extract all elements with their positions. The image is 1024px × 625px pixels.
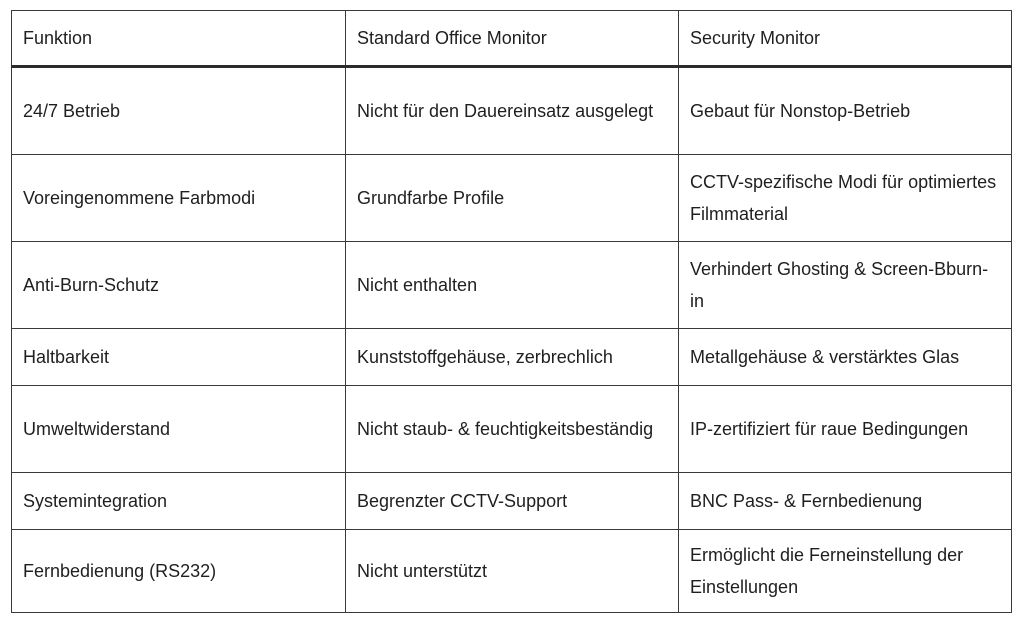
- row-security-cell: CCTV-spezifische Modi für optimiertes Filmmaterial: [679, 155, 1012, 242]
- row-feature-cell: Fernbedienung (RS232): [12, 530, 346, 613]
- comparison-table-container: [11, 10, 1011, 613]
- row-office-cell: Kunststoffgehäuse, zerbrechlich: [346, 329, 679, 386]
- table-header-row: [12, 11, 1012, 67]
- header-cell-standard-office-monitor: Standard Office Monitor: [346, 11, 679, 67]
- row-office-cell: Nicht für den Dauereinsatz ausgelegt: [346, 67, 679, 155]
- table-row: [12, 386, 1012, 473]
- row-feature-cell: Systemintegration: [12, 473, 346, 530]
- row-feature-cell: Voreingenommene Farbmodi: [12, 155, 346, 242]
- table-row: [12, 329, 1012, 386]
- row-security-cell: IP-zertifiziert für raue Bedingungen: [679, 386, 1012, 473]
- row-office-cell: Begrenzter CCTV-Support: [346, 473, 679, 530]
- row-office-cell: Nicht staub- & feuchtigkeitsbeständig: [346, 386, 679, 473]
- row-office-cell: Nicht unterstützt: [346, 530, 679, 613]
- table-row: [12, 155, 1012, 242]
- row-security-cell: Verhindert Ghosting & Screen-Bburn-in: [679, 242, 1012, 329]
- table-row: [12, 473, 1012, 530]
- row-office-cell: Nicht enthalten: [346, 242, 679, 329]
- row-feature-cell: Anti-Burn-Schutz: [12, 242, 346, 329]
- row-feature-cell: 24/7 Betrieb: [12, 67, 346, 155]
- header-cell-security-monitor: Security Monitor: [679, 11, 1012, 67]
- row-security-cell: BNC Pass- & Fernbedienung: [679, 473, 1012, 530]
- header-cell-funktion: Funktion: [12, 11, 346, 67]
- table-row: [12, 242, 1012, 329]
- table-row: [12, 530, 1012, 613]
- table-row: [12, 67, 1012, 155]
- comparison-table: [11, 10, 1012, 613]
- row-feature-cell: Umweltwiderstand: [12, 386, 346, 473]
- row-office-cell: Grundfarbe Profile: [346, 155, 679, 242]
- row-security-cell: Ermöglicht die Ferneinstellung der Einstellungen: [679, 530, 1012, 613]
- row-security-cell: Gebaut für Nonstop-Betrieb: [679, 67, 1012, 155]
- row-feature-cell: Haltbarkeit: [12, 329, 346, 386]
- row-security-cell: Metallgehäuse & verstärktes Glas: [679, 329, 1012, 386]
